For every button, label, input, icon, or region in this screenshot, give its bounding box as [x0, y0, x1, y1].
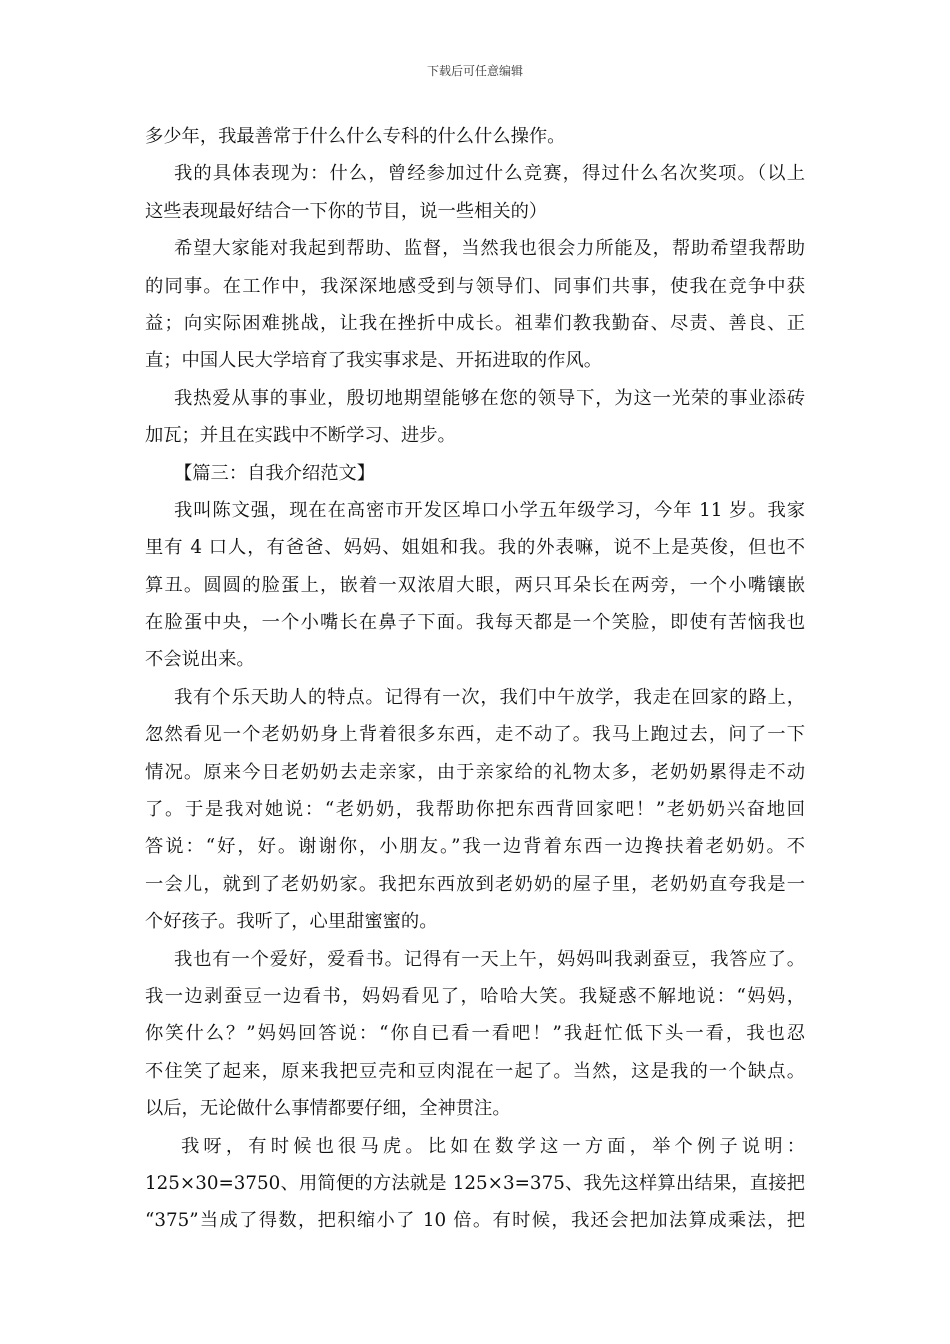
text-line: 不会说出来。 [145, 649, 255, 671]
text-line: 益；向实际困难挑战，让我在挫折中成长。祖辈们教我勤奋、尽责、善良、正 [145, 312, 805, 334]
text-line: 的同事。在工作中，我深深地感受到与领导们、同事们共事，使我在竞争中获 [145, 275, 805, 297]
text-line: 个好孩子。我听了，心里甜蜜蜜的。 [145, 911, 438, 933]
text-line: 一会儿，就到了老奶奶家。我把东西放到老奶奶的屋子里，老奶奶直夸我是一 [145, 873, 805, 895]
text-line: 我叫陈文强，现在在高密市开发区埠口小学五年级学习，今年 11 岁。我家 [174, 499, 805, 521]
text-line: 我也有一个爱好，爱看书。记得有一天上午，妈妈叫我剥蚕豆，我答应了。 [174, 948, 805, 970]
text-line: 以后，无论做什么事情都要仔细，全神贯注。 [145, 1098, 511, 1120]
text-line: 你笑什么？”妈妈回答说：“你自已看一看吧！”我赶忙低下头一看，我也忍 [145, 1023, 805, 1045]
text-line: “375”当成了得数，把积缩小了 10 倍。有时候，我还会把加法算成乘法，把 [145, 1210, 805, 1232]
page-header: 下载后可任意编辑 [426, 64, 523, 78]
text-line: 在脸蛋中央，一个小嘴长在鼻子下面。我每天都是一个笑脸，即使有苦恼我也 [145, 612, 805, 634]
text-line: 我呀，有时候也很马虎。比如在数学这一方面，举个例子说明： [181, 1135, 805, 1157]
text-line: 答说：“好，好。谢谢你，小朋友。”我一边背着东西一边搀扶着老奶奶。不 [145, 836, 805, 858]
document-body [145, 118, 805, 1240]
text-line: 直；中国人民大学培育了我实事求是、开拓进取的作风。 [145, 350, 603, 372]
text-line: 忽然看见一个老奶奶身上背着很多东西，走不动了。我马上跑过去，问了一下 [145, 724, 805, 746]
text-line: 希望大家能对我起到帮助、监督，当然我也很会力所能及，帮助希望我帮助 [174, 238, 805, 260]
text-line: 我热爱从事的事业，殷切地期望能够在您的领导下，为这一光荣的事业添砖 [174, 387, 805, 409]
text-line: 算丑。圆圆的脸蛋上，嵌着一双浓眉大眼，两只耳朵长在两旁，一个小嘴镶嵌 [145, 574, 805, 596]
text-line: 了。于是我对她说：“老奶奶，我帮助你把东西背回家吧！”老奶奶兴奋地回 [145, 799, 805, 821]
text-line: 这些表现最好结合一下你的节目，说一些相关的） [145, 200, 548, 222]
text-line: 不住笑了起来，原来我把豆壳和豆肉混在一起了。当然，这是我的一个缺点。 [145, 1060, 805, 1082]
text-line: 我的具体表现为：什么，曾经参加过什么竞赛，得过什么名次奖项。（以上 [174, 163, 805, 185]
text-line: 情况。原来今日老奶奶去走亲家，由于亲家给的礼物太多，老奶奶累得走不动 [145, 761, 805, 783]
text-line: 【篇三：自我介绍范文】 [174, 462, 376, 484]
text-line: 125×30=3750、用简便的方法就是 125×3=375、我先这样算出结果，直接把 [145, 1172, 805, 1194]
text-line: 加瓦；并且在实践中不断学习、进步。 [145, 425, 456, 447]
text-line: 里有 4 口人，有爸爸、妈妈、姐姐和我。我的外表嘛，说不上是英俊，但也不 [145, 537, 805, 559]
text-line: 我一边剥蚕豆一边看书，妈妈看见了，哈哈大笑。我疑惑不解地说：“妈妈， [145, 985, 805, 1007]
text-line: 多少年，我最善常于什么什么专科的什么什么操作。 [145, 126, 566, 147]
text-line: 我有个乐天助人的特点。记得有一次，我们中午放学，我走在回家的路上， [174, 686, 805, 708]
